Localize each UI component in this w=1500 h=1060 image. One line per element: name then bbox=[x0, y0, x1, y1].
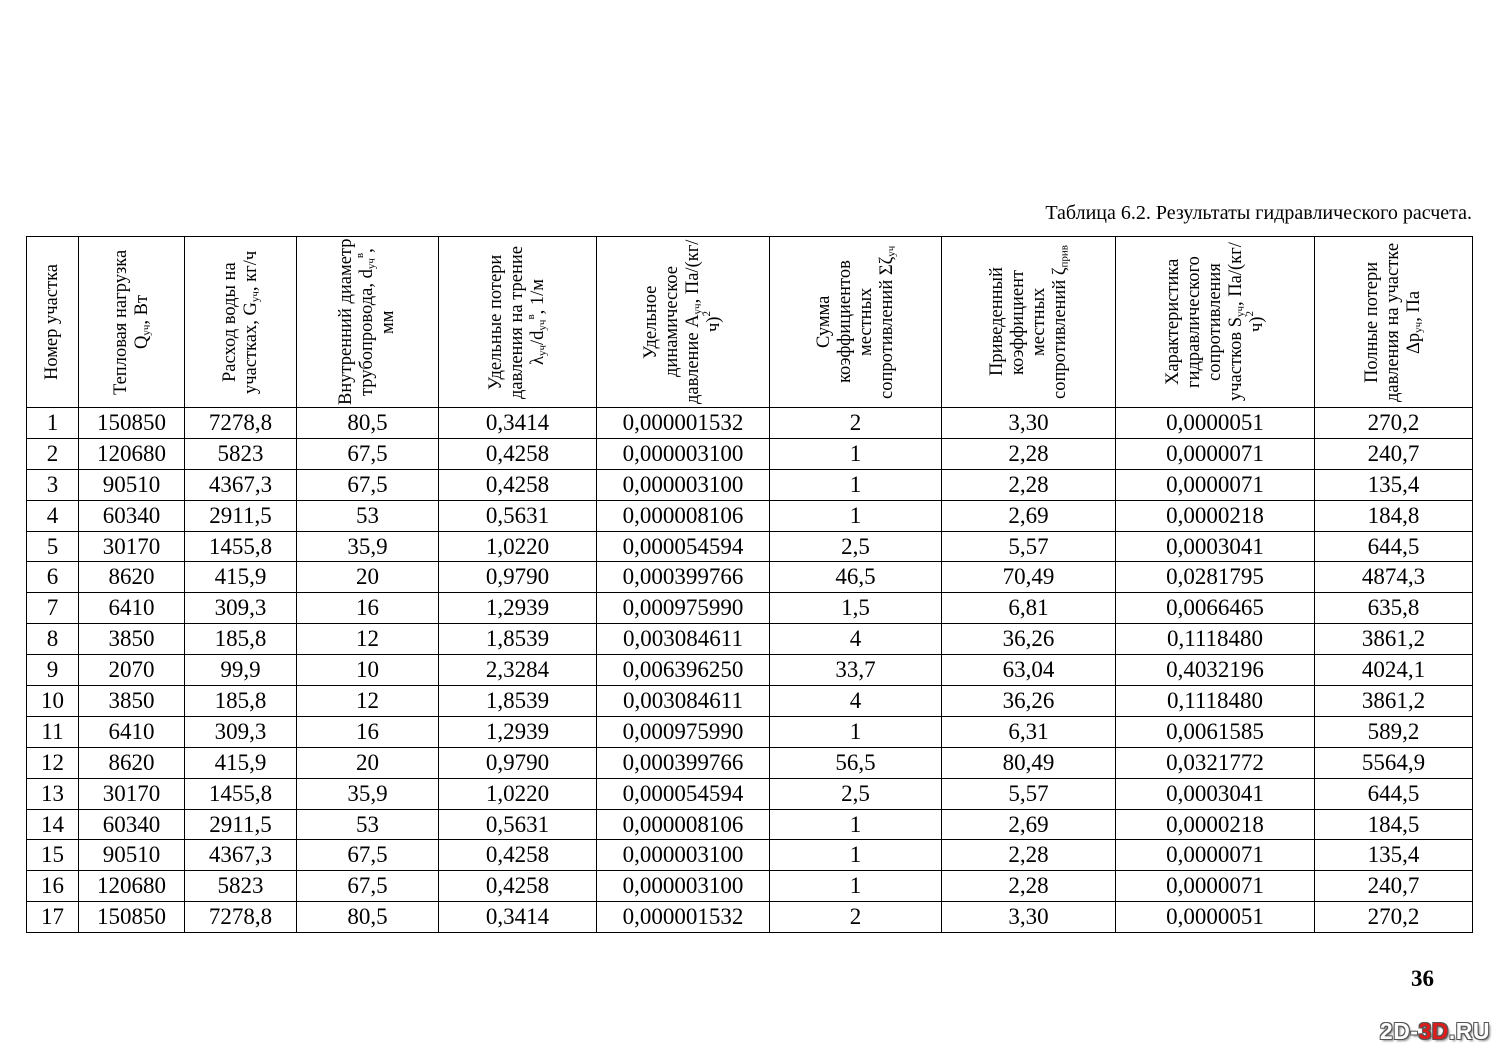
cell-inner-diameter: 67,5 bbox=[297, 469, 439, 500]
cell-local-resistance-sum: 1 bbox=[770, 840, 942, 871]
cell-water-flow: 5823 bbox=[185, 871, 297, 902]
table-row bbox=[27, 500, 1473, 531]
cell-heat-load: 30170 bbox=[79, 778, 185, 809]
col-header-dynamic-pressure: Удельное динамическое давление $A_{уч}$, $Па/(кг/ч)^2$ bbox=[597, 237, 770, 408]
cell-resistance-characteristic: 0,0000051 bbox=[1116, 902, 1315, 933]
table-row bbox=[27, 747, 1473, 778]
col-header-total-pressure-loss: Полные потери давления на участке $\Delta p_{уч}$, Па bbox=[1315, 237, 1473, 408]
cell-inner-diameter: 20 bbox=[297, 562, 439, 593]
cell-friction-loss: 0,3414 bbox=[439, 902, 597, 933]
cell-dynamic-pressure: 0,003084611 bbox=[597, 624, 770, 655]
cell-heat-load: 60340 bbox=[79, 809, 185, 840]
cell-total-pressure-loss: 589,2 bbox=[1315, 716, 1473, 747]
cell-total-pressure-loss: 240,7 bbox=[1315, 871, 1473, 902]
cell-section-number: 1 bbox=[27, 408, 79, 439]
cell-heat-load: 150850 bbox=[79, 408, 185, 439]
cell-water-flow: 2911,5 bbox=[185, 500, 297, 531]
cell-local-resistance-sum: 1 bbox=[770, 500, 942, 531]
table-caption: Таблица 6.2. Результаты гидравлического расчета. bbox=[1045, 202, 1472, 224]
cell-reduced-coefficient: 36,26 bbox=[942, 686, 1116, 717]
col-header-local-resistance-sum: Сумма коэффициентов местных сопротивлений $\Sigma\zeta_{уч}$ bbox=[770, 237, 942, 408]
col-header-inner-diameter: Внутренний диаметр трубопровода, $d_{уч}^в$, мм bbox=[297, 237, 439, 408]
cell-inner-diameter: 12 bbox=[297, 686, 439, 717]
cell-local-resistance-sum: 56,5 bbox=[770, 747, 942, 778]
cell-water-flow: 185,8 bbox=[185, 624, 297, 655]
cell-reduced-coefficient: 70,49 bbox=[942, 562, 1116, 593]
cell-total-pressure-loss: 644,5 bbox=[1315, 778, 1473, 809]
cell-resistance-characteristic: 0,0000071 bbox=[1116, 871, 1315, 902]
cell-friction-loss: 0,5631 bbox=[439, 500, 597, 531]
cell-local-resistance-sum: 1 bbox=[770, 438, 942, 469]
cell-section-number: 10 bbox=[27, 686, 79, 717]
cell-reduced-coefficient: 2,28 bbox=[942, 438, 1116, 469]
table-row bbox=[27, 716, 1473, 747]
cell-total-pressure-loss: 4874,3 bbox=[1315, 562, 1473, 593]
cell-local-resistance-sum: 46,5 bbox=[770, 562, 942, 593]
col-header-friction-loss: Удельные потери давления на трение $\lambda_{уч}/d_{уч}^в$, 1/м bbox=[439, 237, 597, 408]
cell-inner-diameter: 67,5 bbox=[297, 871, 439, 902]
table-row bbox=[27, 562, 1473, 593]
cell-dynamic-pressure: 0,000003100 bbox=[597, 840, 770, 871]
cell-inner-diameter: 80,5 bbox=[297, 902, 439, 933]
cell-water-flow: 185,8 bbox=[185, 686, 297, 717]
table-row bbox=[27, 655, 1473, 686]
cell-dynamic-pressure: 0,000008106 bbox=[597, 500, 770, 531]
table-row bbox=[27, 809, 1473, 840]
cell-reduced-coefficient: 3,30 bbox=[942, 902, 1116, 933]
cell-section-number: 13 bbox=[27, 778, 79, 809]
cell-dynamic-pressure: 0,000975990 bbox=[597, 716, 770, 747]
cell-water-flow: 7278,8 bbox=[185, 902, 297, 933]
cell-reduced-coefficient: 2,28 bbox=[942, 469, 1116, 500]
cell-total-pressure-loss: 184,5 bbox=[1315, 809, 1473, 840]
table-row bbox=[27, 624, 1473, 655]
cell-water-flow: 309,3 bbox=[185, 593, 297, 624]
table-row bbox=[27, 531, 1473, 562]
table-body bbox=[27, 408, 1473, 933]
cell-resistance-characteristic: 0,0000218 bbox=[1116, 500, 1315, 531]
table-row bbox=[27, 902, 1473, 933]
cell-total-pressure-loss: 184,8 bbox=[1315, 500, 1473, 531]
cell-dynamic-pressure: 0,000975990 bbox=[597, 593, 770, 624]
cell-dynamic-pressure: 0,000001532 bbox=[597, 408, 770, 439]
cell-dynamic-pressure: 0,000003100 bbox=[597, 871, 770, 902]
cell-friction-loss: 1,2939 bbox=[439, 716, 597, 747]
cell-section-number: 8 bbox=[27, 624, 79, 655]
col-header-section-number: Номер участка bbox=[27, 237, 79, 408]
cell-inner-diameter: 67,5 bbox=[297, 438, 439, 469]
table-row bbox=[27, 593, 1473, 624]
cell-reduced-coefficient: 6,31 bbox=[942, 716, 1116, 747]
cell-local-resistance-sum: 1,5 bbox=[770, 593, 942, 624]
cell-total-pressure-loss: 270,2 bbox=[1315, 408, 1473, 439]
cell-section-number: 7 bbox=[27, 593, 79, 624]
cell-reduced-coefficient: 6,81 bbox=[942, 593, 1116, 624]
cell-section-number: 15 bbox=[27, 840, 79, 871]
cell-water-flow: 4367,3 bbox=[185, 840, 297, 871]
cell-water-flow: 415,9 bbox=[185, 747, 297, 778]
cell-section-number: 17 bbox=[27, 902, 79, 933]
cell-total-pressure-loss: 3861,2 bbox=[1315, 686, 1473, 717]
cell-water-flow: 1455,8 bbox=[185, 778, 297, 809]
cell-friction-loss: 0,4258 bbox=[439, 438, 597, 469]
cell-dynamic-pressure: 0,000003100 bbox=[597, 469, 770, 500]
cell-section-number: 12 bbox=[27, 747, 79, 778]
cell-section-number: 3 bbox=[27, 469, 79, 500]
cell-water-flow: 4367,3 bbox=[185, 469, 297, 500]
site-watermark-logo: 2D-3D.RU bbox=[1379, 1018, 1490, 1044]
cell-water-flow: 415,9 bbox=[185, 562, 297, 593]
cell-inner-diameter: 20 bbox=[297, 747, 439, 778]
table-row bbox=[27, 778, 1473, 809]
cell-inner-diameter: 16 bbox=[297, 593, 439, 624]
cell-reduced-coefficient: 5,57 bbox=[942, 531, 1116, 562]
cell-heat-load: 150850 bbox=[79, 902, 185, 933]
table-row bbox=[27, 840, 1473, 871]
cell-dynamic-pressure: 0,000054594 bbox=[597, 778, 770, 809]
cell-section-number: 11 bbox=[27, 716, 79, 747]
cell-resistance-characteristic: 0,0003041 bbox=[1116, 531, 1315, 562]
cell-friction-loss: 0,9790 bbox=[439, 747, 597, 778]
cell-reduced-coefficient: 3,30 bbox=[942, 408, 1116, 439]
cell-dynamic-pressure: 0,000008106 bbox=[597, 809, 770, 840]
cell-friction-loss: 1,2939 bbox=[439, 593, 597, 624]
cell-total-pressure-loss: 4024,1 bbox=[1315, 655, 1473, 686]
cell-heat-load: 120680 bbox=[79, 438, 185, 469]
cell-dynamic-pressure: 0,000054594 bbox=[597, 531, 770, 562]
cell-local-resistance-sum: 2,5 bbox=[770, 531, 942, 562]
cell-friction-loss: 0,5631 bbox=[439, 809, 597, 840]
cell-heat-load: 30170 bbox=[79, 531, 185, 562]
col-header-heat-load: Тепловая нагрузка $Q_{уч}$, Вт bbox=[79, 237, 185, 408]
cell-resistance-characteristic: 0,0061585 bbox=[1116, 716, 1315, 747]
cell-water-flow: 5823 bbox=[185, 438, 297, 469]
cell-dynamic-pressure: 0,003084611 bbox=[597, 686, 770, 717]
cell-local-resistance-sum: 1 bbox=[770, 809, 942, 840]
cell-total-pressure-loss: 135,4 bbox=[1315, 840, 1473, 871]
cell-resistance-characteristic: 0,0000071 bbox=[1116, 469, 1315, 500]
cell-local-resistance-sum: 4 bbox=[770, 624, 942, 655]
cell-section-number: 16 bbox=[27, 871, 79, 902]
cell-heat-load: 90510 bbox=[79, 840, 185, 871]
cell-resistance-characteristic: 0,1118480 bbox=[1116, 686, 1315, 717]
table-row bbox=[27, 469, 1473, 500]
cell-heat-load: 8620 bbox=[79, 562, 185, 593]
cell-friction-loss: 1,0220 bbox=[439, 531, 597, 562]
cell-inner-diameter: 35,9 bbox=[297, 778, 439, 809]
cell-dynamic-pressure: 0,000003100 bbox=[597, 438, 770, 469]
table-row bbox=[27, 408, 1473, 439]
cell-reduced-coefficient: 5,57 bbox=[942, 778, 1116, 809]
cell-total-pressure-loss: 644,5 bbox=[1315, 531, 1473, 562]
cell-section-number: 2 bbox=[27, 438, 79, 469]
cell-local-resistance-sum: 4 bbox=[770, 686, 942, 717]
cell-resistance-characteristic: 0,0000071 bbox=[1116, 840, 1315, 871]
table-row bbox=[27, 438, 1473, 469]
cell-inner-diameter: 53 bbox=[297, 809, 439, 840]
table-header bbox=[27, 237, 1473, 408]
cell-dynamic-pressure: 0,000001532 bbox=[597, 902, 770, 933]
cell-inner-diameter: 16 bbox=[297, 716, 439, 747]
cell-heat-load: 6410 bbox=[79, 593, 185, 624]
cell-inner-diameter: 35,9 bbox=[297, 531, 439, 562]
cell-water-flow: 309,3 bbox=[185, 716, 297, 747]
cell-reduced-coefficient: 2,69 bbox=[942, 500, 1116, 531]
cell-resistance-characteristic: 0,0000071 bbox=[1116, 438, 1315, 469]
cell-friction-loss: 0,4258 bbox=[439, 871, 597, 902]
cell-reduced-coefficient: 36,26 bbox=[942, 624, 1116, 655]
cell-local-resistance-sum: 1 bbox=[770, 469, 942, 500]
cell-heat-load: 6410 bbox=[79, 716, 185, 747]
cell-heat-load: 2070 bbox=[79, 655, 185, 686]
col-header-reduced-coefficient: Приведенный коэффициент местных сопротивлений $\zeta_{прив}$ bbox=[942, 237, 1116, 408]
col-header-resistance-characteristic: Характеристика гидравлического сопротивления участков $S_{уч}$, $Па/(кг/ч)^2$ bbox=[1116, 237, 1315, 408]
cell-resistance-characteristic: 0,0000218 bbox=[1116, 809, 1315, 840]
cell-total-pressure-loss: 135,4 bbox=[1315, 469, 1473, 500]
cell-dynamic-pressure: 0,000399766 bbox=[597, 747, 770, 778]
cell-friction-loss: 0,3414 bbox=[439, 408, 597, 439]
cell-friction-loss: 2,3284 bbox=[439, 655, 597, 686]
cell-friction-loss: 0,4258 bbox=[439, 840, 597, 871]
cell-friction-loss: 0,9790 bbox=[439, 562, 597, 593]
cell-resistance-characteristic: 0,0000051 bbox=[1116, 408, 1315, 439]
cell-friction-loss: 1,8539 bbox=[439, 686, 597, 717]
cell-section-number: 14 bbox=[27, 809, 79, 840]
cell-dynamic-pressure: 0,000399766 bbox=[597, 562, 770, 593]
cell-total-pressure-loss: 270,2 bbox=[1315, 902, 1473, 933]
cell-resistance-characteristic: 0,0066465 bbox=[1116, 593, 1315, 624]
cell-reduced-coefficient: 2,69 bbox=[942, 809, 1116, 840]
cell-resistance-characteristic: 0,0321772 bbox=[1116, 747, 1315, 778]
cell-resistance-characteristic: 0,4032196 bbox=[1116, 655, 1315, 686]
cell-section-number: 9 bbox=[27, 655, 79, 686]
cell-inner-diameter: 53 bbox=[297, 500, 439, 531]
hydraulic-results-table bbox=[26, 236, 1473, 933]
cell-local-resistance-sum: 2,5 bbox=[770, 778, 942, 809]
col-header-water-flow: Расход воды на участках, $G_{уч}$, кг/ч bbox=[185, 237, 297, 408]
cell-friction-loss: 0,4258 bbox=[439, 469, 597, 500]
cell-heat-load: 8620 bbox=[79, 747, 185, 778]
cell-total-pressure-loss: 240,7 bbox=[1315, 438, 1473, 469]
cell-water-flow: 99,9 bbox=[185, 655, 297, 686]
cell-resistance-characteristic: 0,1118480 bbox=[1116, 624, 1315, 655]
cell-inner-diameter: 10 bbox=[297, 655, 439, 686]
cell-total-pressure-loss: 635,8 bbox=[1315, 593, 1473, 624]
cell-reduced-coefficient: 63,04 bbox=[942, 655, 1116, 686]
cell-heat-load: 3850 bbox=[79, 686, 185, 717]
cell-local-resistance-sum: 1 bbox=[770, 871, 942, 902]
cell-heat-load: 3850 bbox=[79, 624, 185, 655]
cell-local-resistance-sum: 33,7 bbox=[770, 655, 942, 686]
cell-section-number: 4 bbox=[27, 500, 79, 531]
cell-heat-load: 60340 bbox=[79, 500, 185, 531]
cell-local-resistance-sum: 1 bbox=[770, 716, 942, 747]
cell-friction-loss: 1,0220 bbox=[439, 778, 597, 809]
cell-friction-loss: 1,8539 bbox=[439, 624, 597, 655]
cell-inner-diameter: 80,5 bbox=[297, 408, 439, 439]
cell-inner-diameter: 12 bbox=[297, 624, 439, 655]
cell-reduced-coefficient: 2,28 bbox=[942, 871, 1116, 902]
cell-reduced-coefficient: 2,28 bbox=[942, 840, 1116, 871]
cell-total-pressure-loss: 3861,2 bbox=[1315, 624, 1473, 655]
cell-heat-load: 120680 bbox=[79, 871, 185, 902]
cell-resistance-characteristic: 0,0281795 bbox=[1116, 562, 1315, 593]
cell-water-flow: 1455,8 bbox=[185, 531, 297, 562]
cell-reduced-coefficient: 80,49 bbox=[942, 747, 1116, 778]
cell-inner-diameter: 67,5 bbox=[297, 840, 439, 871]
cell-water-flow: 7278,8 bbox=[185, 408, 297, 439]
cell-local-resistance-sum: 2 bbox=[770, 902, 942, 933]
cell-heat-load: 90510 bbox=[79, 469, 185, 500]
cell-section-number: 5 bbox=[27, 531, 79, 562]
cell-dynamic-pressure: 0,006396250 bbox=[597, 655, 770, 686]
cell-water-flow: 2911,5 bbox=[185, 809, 297, 840]
cell-resistance-characteristic: 0,0003041 bbox=[1116, 778, 1315, 809]
page-number: 36 bbox=[1411, 966, 1434, 991]
table-row bbox=[27, 871, 1473, 902]
cell-section-number: 6 bbox=[27, 562, 79, 593]
cell-local-resistance-sum: 2 bbox=[770, 408, 942, 439]
cell-total-pressure-loss: 5564,9 bbox=[1315, 747, 1473, 778]
table-row bbox=[27, 686, 1473, 717]
